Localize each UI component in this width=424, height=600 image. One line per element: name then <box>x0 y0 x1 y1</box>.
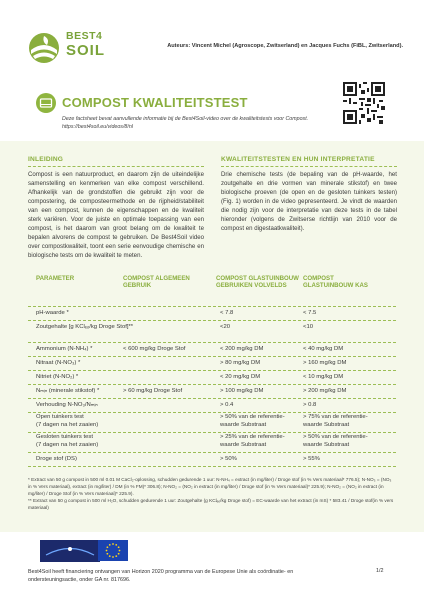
funding-statement: Best4Soil heeft financiering ontvangen van Horizon 2020 programma van de Europese Unie als coördinatie- en ondersteuningsactie, onder GA nr. 817696. <box>28 569 294 584</box>
page-number: 1/2 <box>376 568 384 574</box>
table-header <box>28 272 396 306</box>
field-use-cell: > 50% van de referentie- waarde Substraat <box>220 414 285 428</box>
greenhouse-cell: <10 <box>303 324 313 330</box>
table-row <box>28 306 396 320</box>
table-row <box>28 432 396 452</box>
tests-divider <box>221 166 397 167</box>
greenhouse-cell: < 40 mg/kg DM <box>303 346 344 352</box>
param-cell: pH-waarde * <box>36 310 69 316</box>
authors-line: Auteurs: Vincent Michel (Agroscope, Zwitserland) en Jacques Fuchs (FiBL, Zwitserland). <box>167 43 403 49</box>
video-icon <box>36 93 56 113</box>
table-row <box>28 356 396 370</box>
project-badge-logo <box>40 540 100 562</box>
table-row <box>28 320 396 342</box>
table-row <box>28 342 396 356</box>
table-bottom-rule <box>28 466 396 467</box>
brand-line1: BEST4 <box>66 30 103 42</box>
video-link[interactable]: https://best4soil.eu/videos/8/nl <box>62 124 133 131</box>
page-title: COMPOST KWALITEITSTEST <box>62 95 248 110</box>
field-use-cell: > 100 mg/kg DM <box>220 388 264 394</box>
param-cell: Open tuinkers test (7 dagen na het zaaien) <box>36 414 99 428</box>
table-row <box>28 452 396 466</box>
field-use-cell: > 25% van de referentie- waarde Substraat <box>220 434 285 448</box>
table-row <box>28 384 396 398</box>
param-cell: Nₘᵢₙ (minerale stikstof) * <box>36 388 100 394</box>
brand-line2: SOIL <box>66 41 106 59</box>
tests-text: Drie chemische tests (de bepaling van de pH-waarde, het zoutgehalte en drie vormen van minerale stikstof) en twee biologische proeven (de open en de gesloten tuinkers testen) (Fig. 1) worden in de video gepresenteerd. Je vindt de waarden die nodig zijn voor de interpretatie van deze tests in de tabel hieronder (volgens de Zwitserse richtlijn van 2010 voor de compost en digestaatkwaliteit). <box>221 171 397 232</box>
tests-heading: KWALITEITSTESTEN EN HUN INTERPRETATIE <box>221 156 375 163</box>
greenhouse-cell: > 200 mg/kg DM <box>303 388 347 394</box>
qr-code-icon[interactable] <box>343 82 385 124</box>
table-row <box>28 412 396 432</box>
footnote-2: ** Extract van 50 g compost in 500 ml H₂O, schudden gedurende 1 uur: Zoutgehalte (g KClₑₒ/kg Droge stof) = EC-waarde van het extract (in mS) * 583.41 / Droge stof(in % vers materiaal) <box>28 498 394 511</box>
header-parameter: PARAMETER <box>36 275 75 282</box>
greenhouse-cell: > 55% <box>303 456 320 462</box>
field-use-cell: > 0.4 <box>220 402 234 408</box>
header-general-use: COMPOST ALGEMEEN GEBRUIK <box>123 275 190 289</box>
param-cell: Gesloten tuinkers test (7 dagen na het zaaien) <box>36 434 99 448</box>
greenhouse-cell: > 50% van de referentie- waarde Substraat <box>303 434 368 448</box>
field-use-cell: < 20 mg/kg DM <box>220 374 261 380</box>
field-use-cell: < 7.8 <box>220 310 234 316</box>
subtitle-text: Deze factsheet bevat aanvullende informatie bij de Best4Soil-video over de kwaliteitstests voor Compost. <box>62 116 309 122</box>
intro-text: Compost is een natuurproduct, en daarom zijn de uiteindelijke samenstelling en kenmerken van elke compost verschillend. Afhankelijk van de grondstoffen die gebruikt zijn voor de compostering, de composteermethode en de rijpheid/stabiliteit van een compost, kunnen de eigenschappen en de kwaliteit sterk variëren. Voor de juiste en optimale toepassing van een compost, is het daarom van groot belang om de kwaliteit te bepalen alvorens de compost te gebruiken. De Best4Soil video over compostkwaliteit, toont een serie eenvoudige chemische en biologische tests om de kwaliteit te meten. <box>28 171 204 259</box>
footnotes <box>28 476 396 511</box>
greenhouse-cell: > 0.8 <box>303 402 317 408</box>
general-use-cell: < 600 mg/kg Droge Stof <box>123 346 186 352</box>
field-use-cell: <20 <box>220 324 230 330</box>
greenhouse-cell: > 75% van de referentie- waarde Substraat <box>303 414 368 428</box>
param-cell: Zoutgehalte [g KClₑₒ/kg Droge Stof]** <box>36 324 134 330</box>
general-use-cell: > 60 mg/kg Droge Stof <box>123 388 183 394</box>
param-cell: Verhouding N-NO₃/Nₘᵢₙ <box>36 402 98 408</box>
param-cell: Nitraat (N-NO₃) * <box>36 360 81 366</box>
greenhouse-cell: < 7.5 <box>303 310 317 316</box>
field-use-cell: < 200 mg/kg DM <box>220 346 264 352</box>
param-cell: Ammonium (N-NH₄) * <box>36 346 93 352</box>
header-field-use: COMPOST GLASTUINBOUW GEBRUIKEN VOLVELDS <box>216 275 299 289</box>
greenhouse-cell: < 10 mg/kg DM <box>303 374 344 380</box>
param-cell: Droge stof (DS) <box>36 456 77 462</box>
table-row <box>28 398 396 412</box>
field-use-cell: > 50% <box>220 456 237 462</box>
header-greenhouse: COMPOST GLASTUINBOUW KAS <box>303 275 368 289</box>
brand-name <box>66 31 105 58</box>
table-row <box>28 370 396 384</box>
footnote-1: * Extract van 50 g compost in 500 ml 0.01 M CaCl₂-oplossing, schudden gedurende 1 uur: N-NH₄ = extract (in mg/liter) / Droge stof (in % Vers materiaal* 776.5); N-NO₃ = (NO₃ in % Vers materiaal), extract (in mg/liter) / DM (in % FM)* 306.8); N-NO₂ = (NO₂ in extract (in mg/liter) / Droge stof (in % Vers materiaal)* 225.9); N-NO₂ = (NO₂ in extract (in mg/liter) / Droge Stof (in % Vers materiaal)* 225.9). <box>28 477 392 497</box>
intro-heading: INLEIDING <box>28 156 64 163</box>
field-use-cell: > 80 mg/kg DM <box>220 360 261 366</box>
subtitle <box>62 115 342 131</box>
greenhouse-cell: > 160 mg/kg DM <box>303 360 347 366</box>
eu-flag-logo <box>98 540 128 561</box>
intro-divider <box>28 166 204 167</box>
param-cell: Nitriet (N-NO₂) * <box>36 374 79 380</box>
